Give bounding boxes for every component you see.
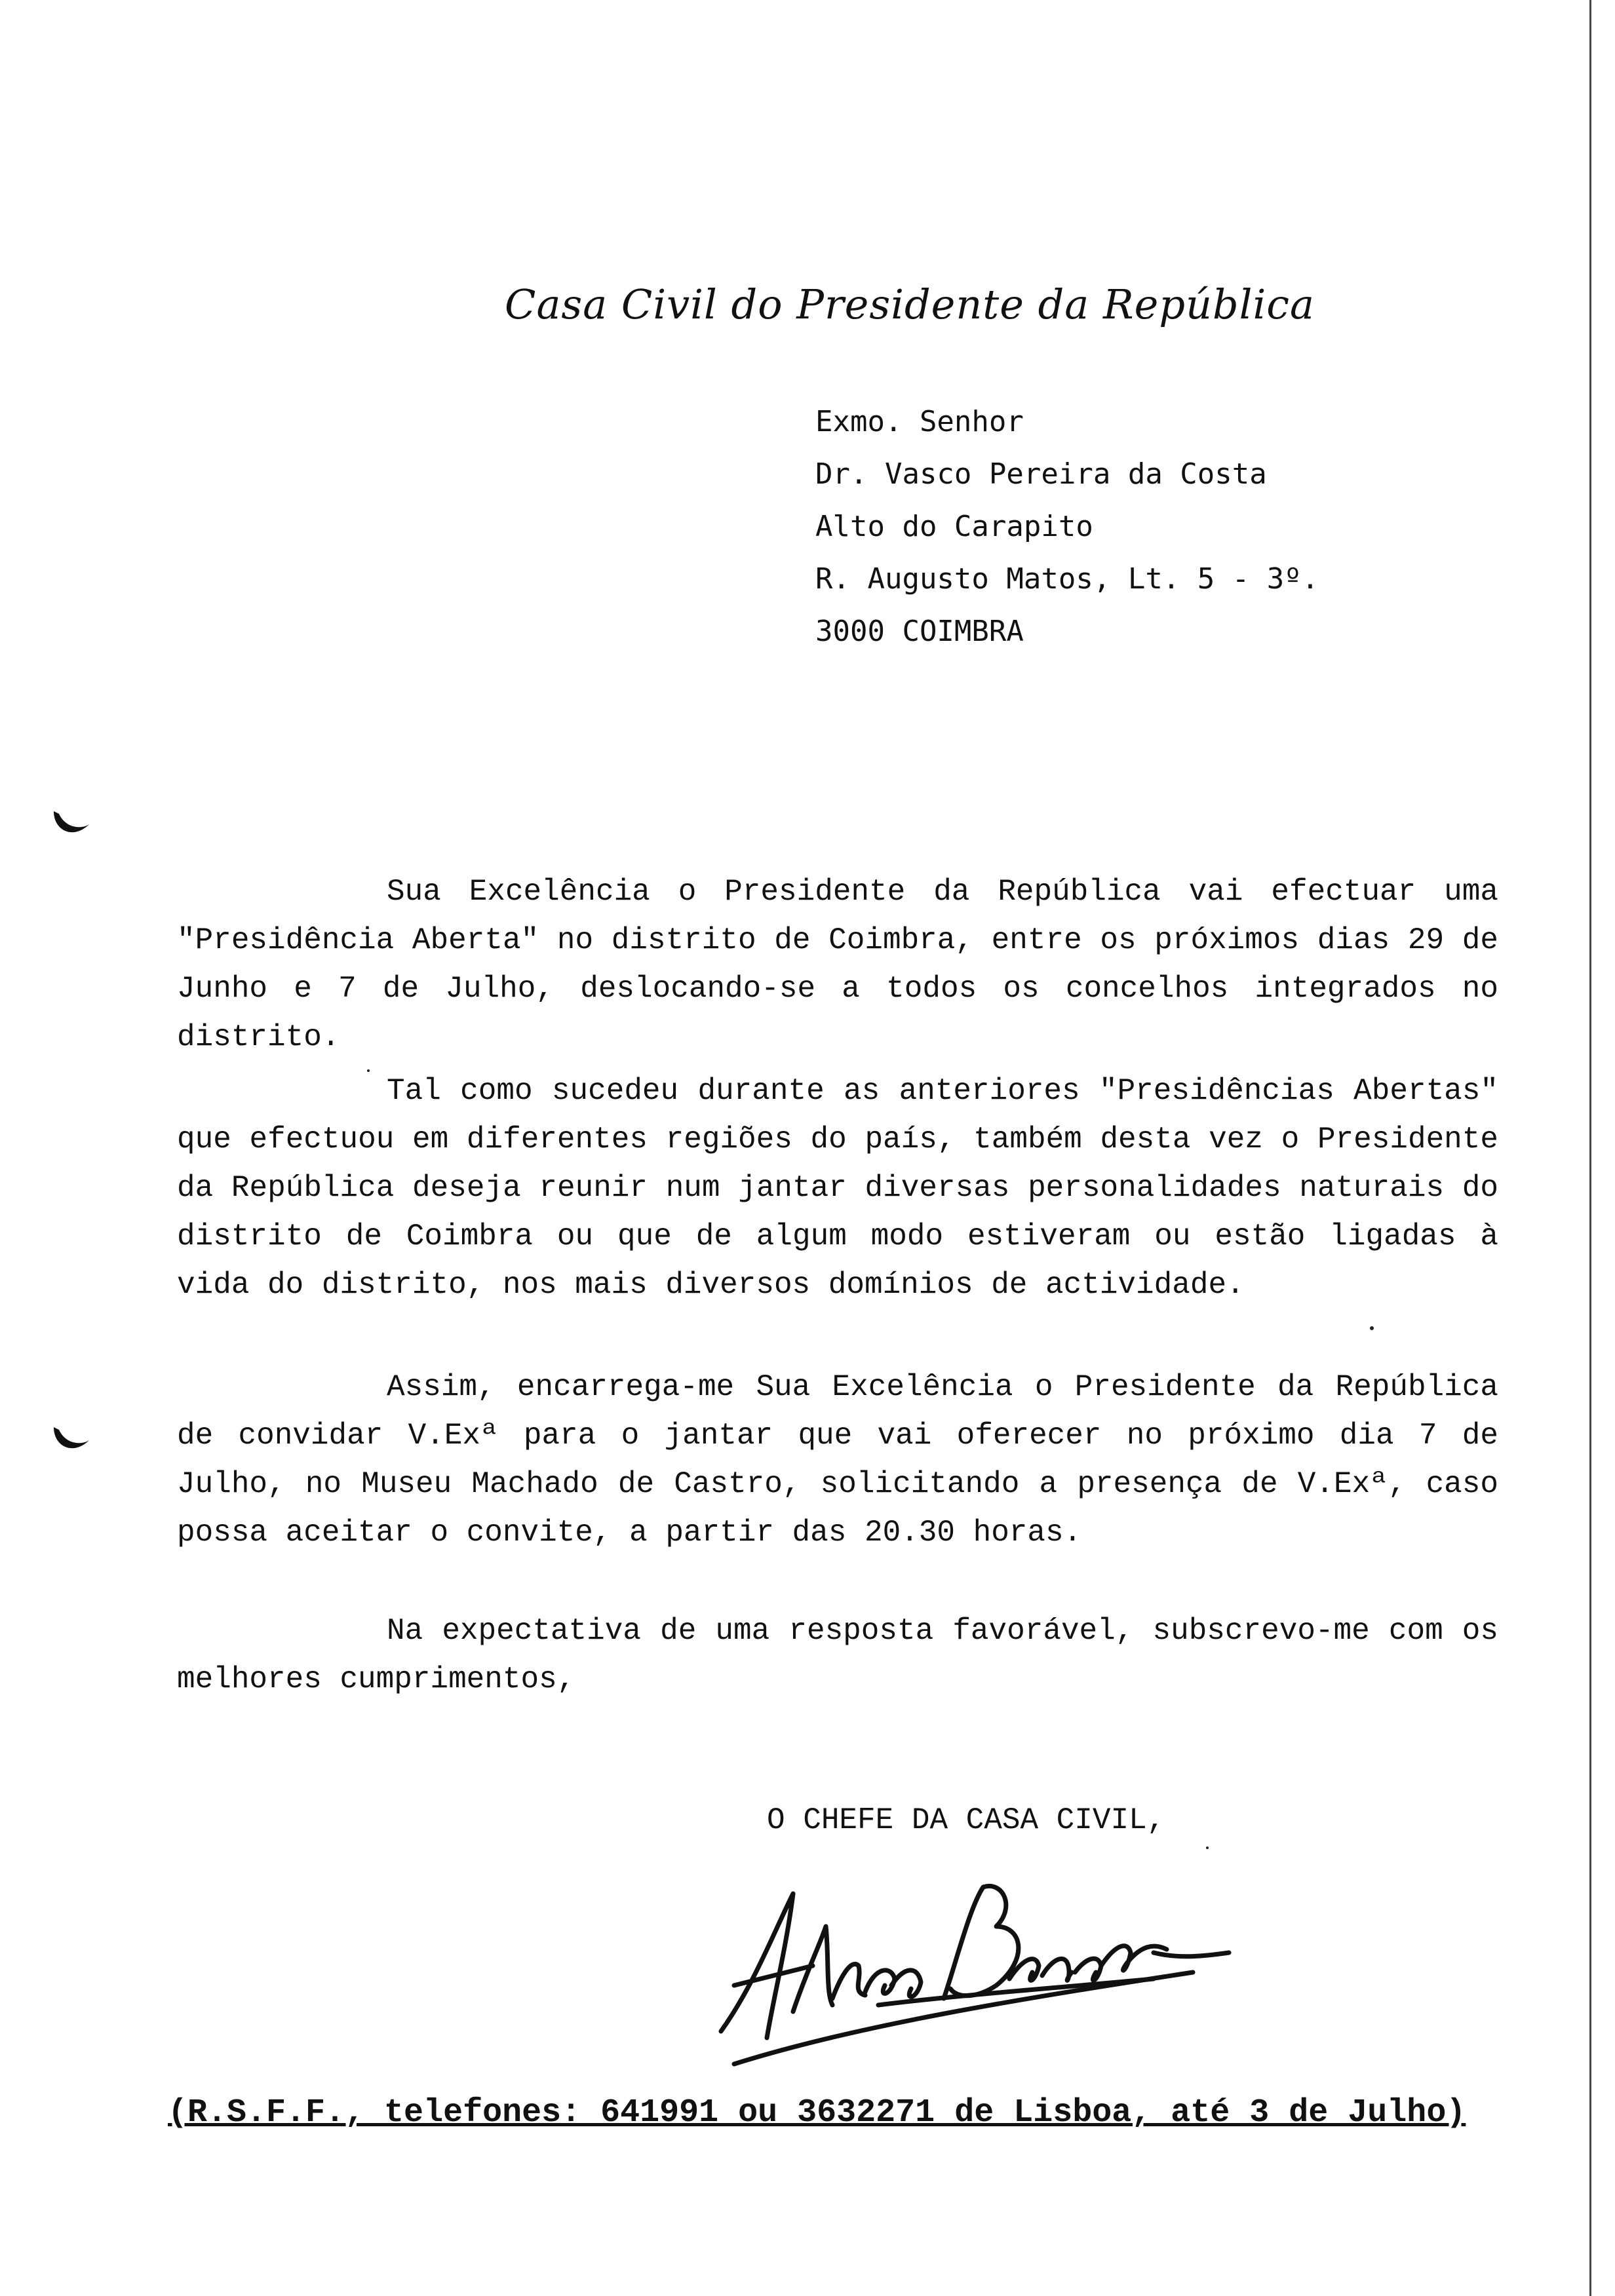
paragraph-4-text: Na expectativa de uma resposta favorável, subscrevo-me com os melhores cumprimentos,	[177, 1614, 1498, 1696]
paragraph-2-text: Tal como sucedeu durante as anteriores "Presidências Abertas" que efectuou em diferentes regiões do país, também desta vez o Presidente da República deseja reunir num jantar diversas personalidades naturais do distrito de Coimbra ou que de algum modo estiveram ou estão ligadas à vida do distrito, nos mais diversos domínios de actividade.	[177, 1074, 1498, 1302]
paragraph-1	[177, 868, 1498, 1062]
address-line-city: 3000 COIMBRA	[815, 615, 1024, 648]
address-line-salutation: Exmo. Senhor	[815, 405, 1024, 438]
signature-icon	[695, 1867, 1245, 2084]
footer-note: (R.S.F.F., telefones: 641991 ou 3632271 de Lisboa, até 3 de Julho)	[168, 2094, 1466, 2132]
recipient-address	[815, 396, 1319, 658]
scan-speck	[1206, 1846, 1209, 1849]
scan-speck	[1370, 1326, 1374, 1330]
paragraph-2	[177, 1067, 1498, 1309]
scan-speck	[367, 1069, 370, 1072]
paragraph-3	[177, 1363, 1498, 1557]
punch-hole-top-icon	[49, 799, 94, 845]
address-line-street: R. Augusto Matos, Lt. 5 - 3º.	[815, 562, 1319, 596]
paragraph-1-text: Sua Excelência o Presidente da República vai efectuar uma "Presidência Aberta" no distrito de Coimbra, entre os próximos dias 29 de Junho e 7 de Julho, deslocando-se a todos os concelhos integrados no distrito.	[177, 875, 1498, 1054]
letterhead: Casa Civil do Presidente da República	[505, 280, 1315, 328]
paragraph-3-text: Assim, encarrega-me Sua Excelência o Presidente da República de convidar V.Exª para o jantar que vai oferecer no próximo dia 7 de Julho, no Museu Machado de Castro, solicitando a presença de V.Exª, caso possa aceitar o convite, a partir das 20.30 horas.	[177, 1370, 1498, 1550]
punch-hole-bottom-icon	[49, 1415, 94, 1461]
address-line-name: Dr. Vasco Pereira da Costa	[815, 457, 1267, 491]
address-line-locality: Alto do Carapito	[815, 510, 1093, 543]
page-edge-line	[1589, 0, 1591, 2296]
paragraph-4	[177, 1607, 1498, 1704]
signoff-title: O CHEFE DA CASA CIVIL,	[767, 1803, 1165, 1837]
